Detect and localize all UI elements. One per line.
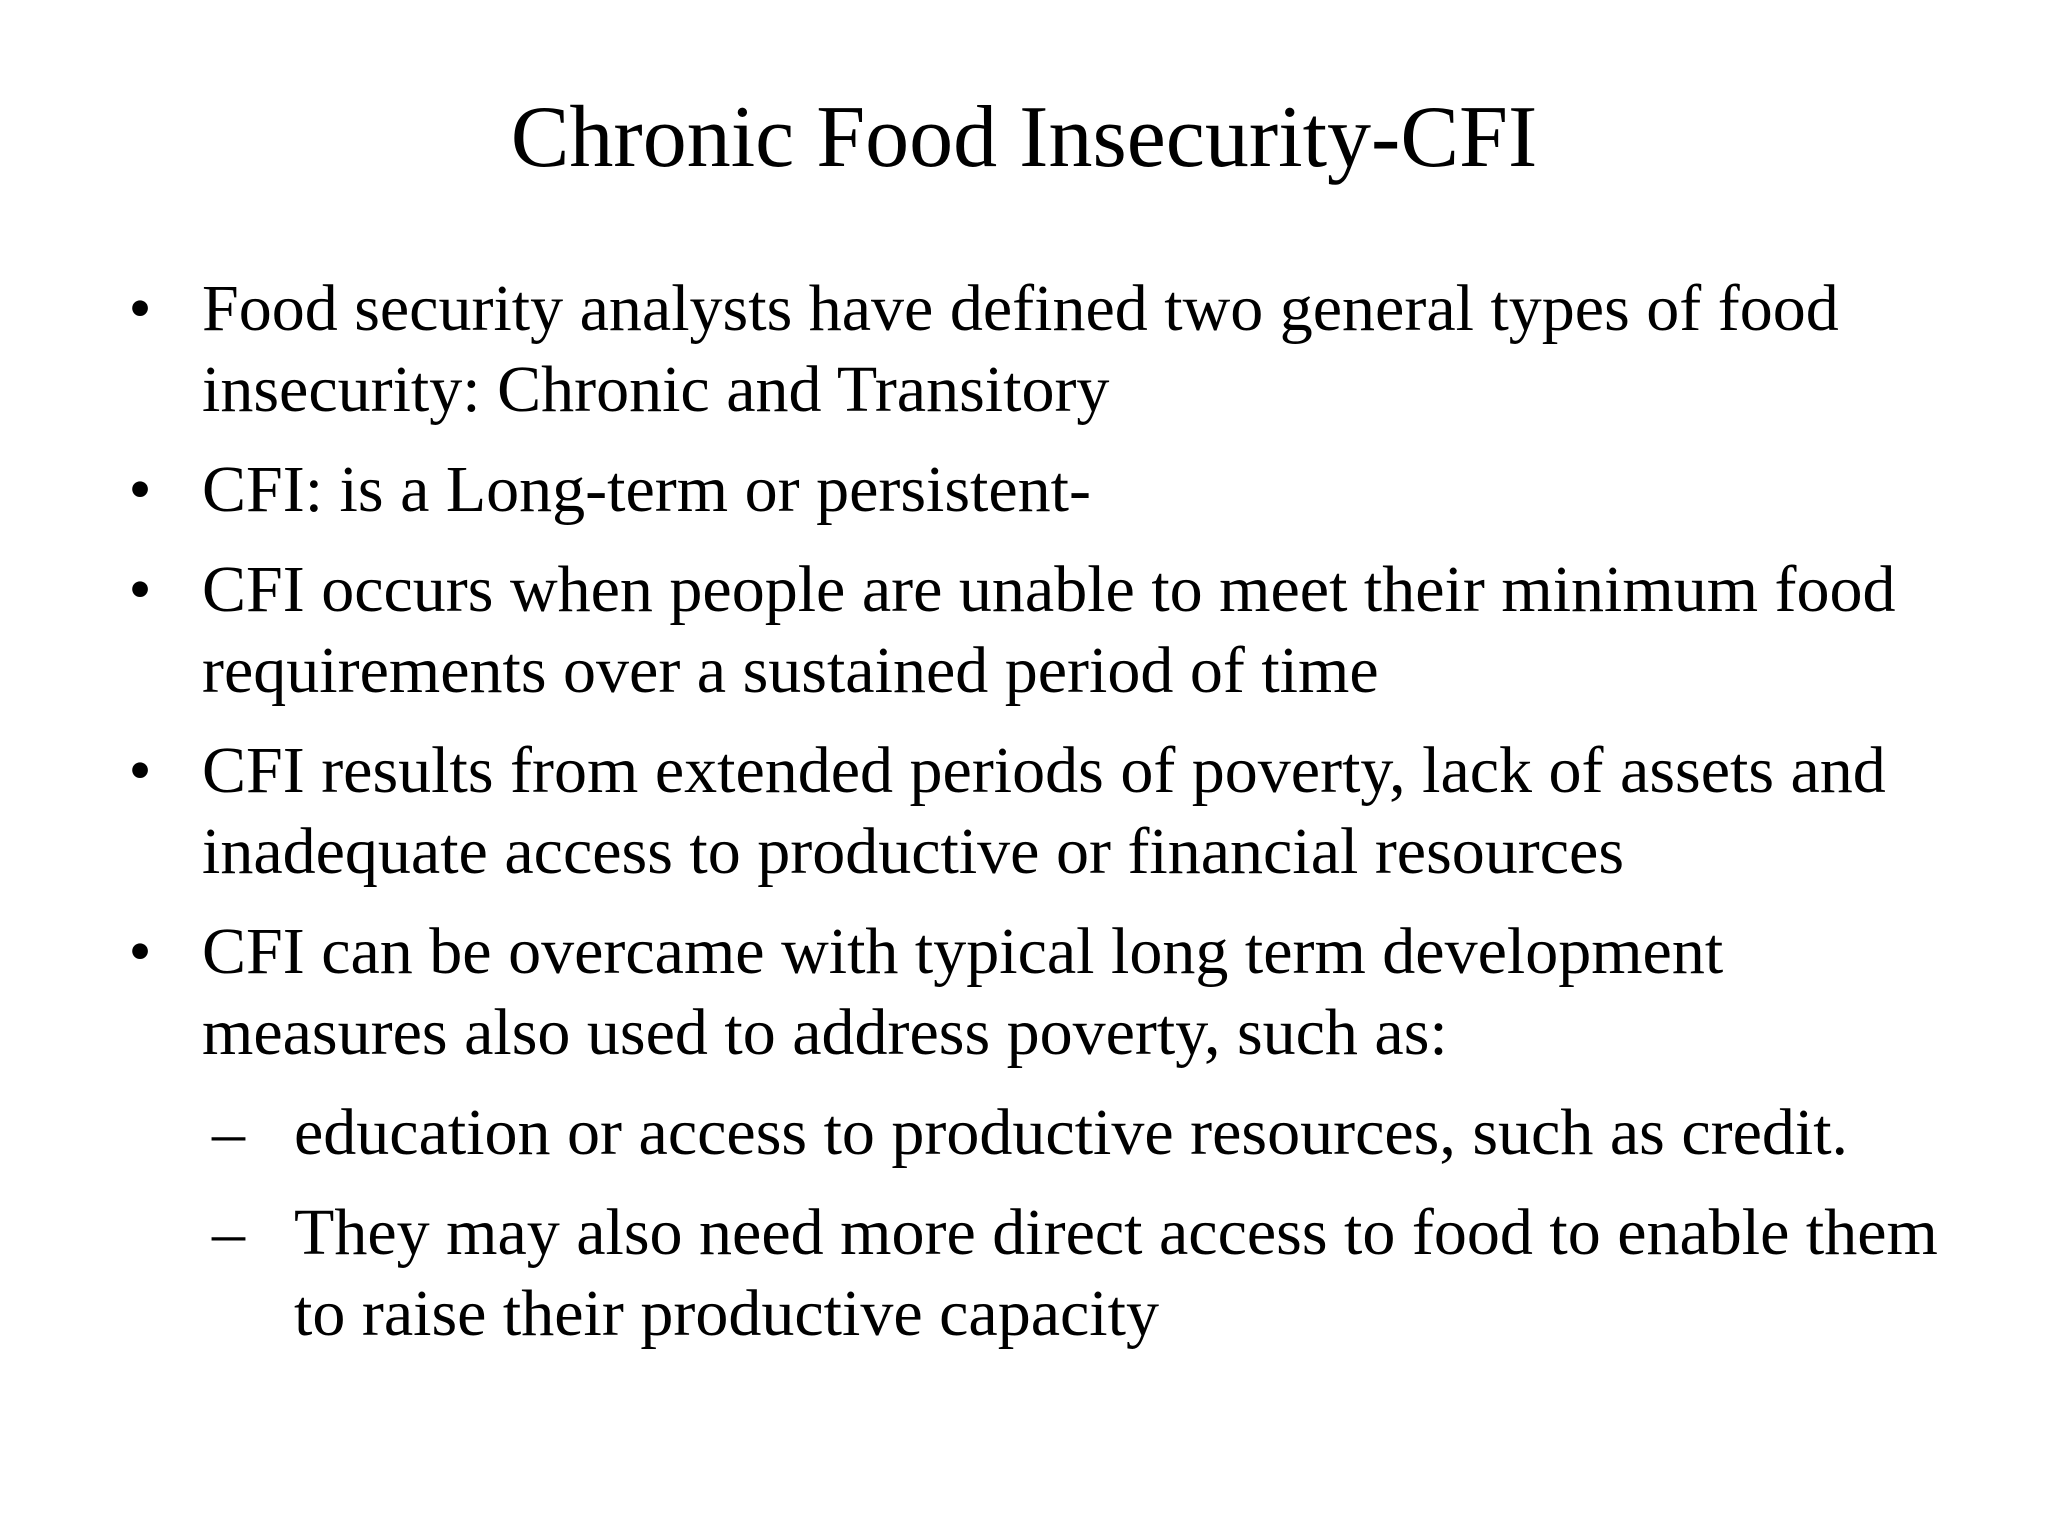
bullet-item <box>120 268 1980 430</box>
sub-bullet-item <box>120 1192 1980 1354</box>
bullet-text: CFI occurs when people are unable to meet their minimum food requirements over a sustained period of time <box>202 553 1896 707</box>
bullet-text: Food security analysts have defined two general types of food insecurity: Chronic and Transitory <box>202 272 1839 426</box>
bullet-text: CFI: is a Long-term or persistent- <box>202 453 1092 526</box>
sub-bullet-text: They may also need more direct access to food to enable them to raise their productive capacity <box>294 1196 1938 1350</box>
sub-bullet-marker: – <box>212 1196 245 1269</box>
bullet-marker: • <box>128 553 152 626</box>
bullet-marker: • <box>128 272 152 345</box>
sub-bullet-item <box>120 1092 1980 1173</box>
bullet-item <box>120 730 1980 892</box>
bullet-marker: • <box>128 734 152 807</box>
bullet-text: CFI can be overcame with typical long term development measures also used to address poverty, such as: <box>202 915 1724 1069</box>
bullet-marker: • <box>128 915 152 988</box>
sub-bullet-marker: – <box>212 1096 245 1169</box>
bullet-marker: • <box>128 453 152 526</box>
bullet-item <box>120 449 1980 530</box>
sub-bullet-text: education or access to productive resources, such as credit. <box>294 1096 1849 1169</box>
bullet-item <box>120 911 1980 1073</box>
slide-body <box>120 268 1980 1373</box>
slide-title: Chronic Food Insecurity-CFI <box>510 89 1538 186</box>
bullet-item <box>120 549 1980 711</box>
bullet-text: CFI results from extended periods of poverty, lack of assets and inadequate access to productive or financial resources <box>202 734 1886 888</box>
